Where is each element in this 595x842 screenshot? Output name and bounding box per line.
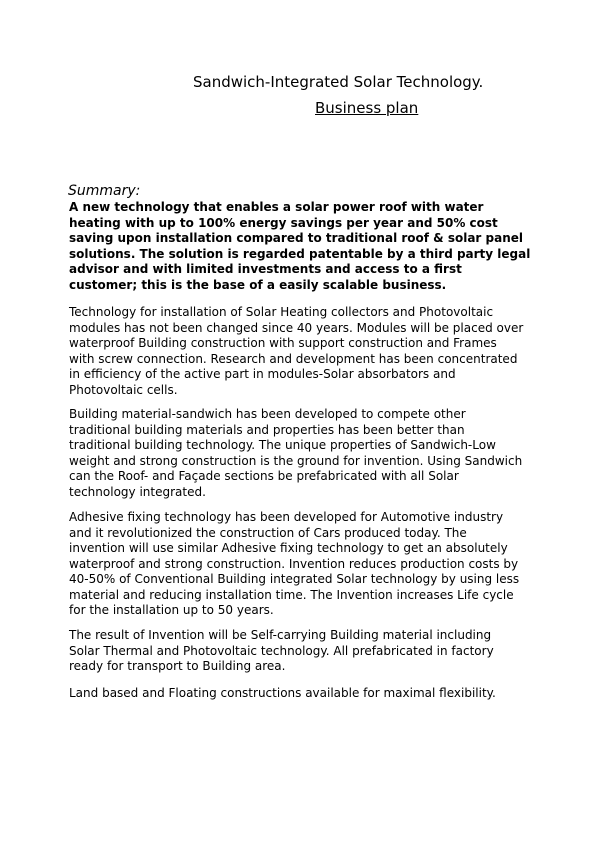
document-subtitle: Business plan bbox=[315, 99, 419, 117]
summary-line: A new technology that enables a solar power roof with water bbox=[69, 200, 484, 214]
paragraph-line: 40-50% of Conventional Building integrated Solar technology by using less bbox=[69, 572, 520, 586]
paragraph-line: waterproof and strong construction. Invention reduces production costs by bbox=[69, 556, 519, 571]
paragraph-line: in efficiency of the active part in modules-Solar absorbators and bbox=[69, 367, 456, 381]
paragraph-line: material and reducing installation time. The Invention increases Life cycle bbox=[69, 587, 514, 602]
paragraph-line: Adhesive fixing technology has been developed for Automotive industry bbox=[69, 510, 504, 524]
paragraph-line: traditional building technology. The unique properties of Sandwich-Low bbox=[69, 438, 496, 452]
paragraph-line: can the Roof- and Façade sections be prefabricated with all Solar bbox=[69, 469, 459, 483]
paragraph-line: Land based and Floating constructions available for maximal flexibility. bbox=[69, 686, 496, 700]
document-title: Sandwich-Integrated Solar Technology. bbox=[193, 73, 484, 91]
paragraph-line: modules has not been changed since 40 years. Modules will be placed over bbox=[69, 320, 524, 335]
paragraph-line: Photovoltaic cells. bbox=[69, 382, 178, 397]
paragraph-line: for the installation up to 50 years. bbox=[69, 603, 274, 617]
paragraph-line: The result of Invention will be Self-carrying Building material including bbox=[69, 628, 492, 642]
paragraph-line: and it revolutionized the construction of Cars produced today. The bbox=[69, 525, 467, 540]
summary-line: customer; this is the base of a easily scalable business. bbox=[69, 277, 447, 292]
paragraph-line: waterproof Building construction with support construction and Frames bbox=[69, 336, 497, 350]
paragraph-line: technology integrated. bbox=[69, 484, 206, 499]
summary-paragraph bbox=[69, 200, 539, 293]
paragraph-line: invention will use similar Adhesive fixing technology to get an absolutely bbox=[69, 541, 508, 555]
body-paragraph-technology bbox=[69, 305, 539, 398]
body-paragraph-adhesive bbox=[69, 510, 539, 619]
paragraph-line: ready for transport to Building area. bbox=[69, 659, 286, 673]
summary-line: heating with up to 100% energy savings per year and 50% cost bbox=[69, 215, 498, 230]
summary-heading: Summary: bbox=[68, 183, 141, 199]
paragraph-line: Solar Thermal and Photovoltaic technology. All prefabricated in factory bbox=[69, 643, 494, 658]
body-paragraph-building-material bbox=[69, 407, 539, 500]
paragraph-line: Technology for installation of Solar Heating collectors and Photovoltaic bbox=[69, 305, 494, 319]
body-paragraph-result bbox=[69, 628, 539, 675]
body-paragraph-constructions bbox=[69, 686, 539, 702]
summary-line: solutions. The solution is regarded patentable by a third party legal bbox=[69, 246, 531, 261]
summary-line: saving upon installation compared to traditional roof & solar panel bbox=[69, 231, 523, 245]
paragraph-line: traditional building materials and properties has been better than bbox=[69, 422, 465, 437]
paragraph-line: Building material-sandwich has been developed to compete other bbox=[69, 407, 466, 421]
summary-line: advisor and with limited investments and access to a first bbox=[69, 262, 462, 276]
paragraph-line: with screw connection. Research and development has been concentrated bbox=[69, 351, 518, 366]
paragraph-line: weight and strong construction is the ground for invention. Using Sandwich bbox=[69, 453, 523, 468]
